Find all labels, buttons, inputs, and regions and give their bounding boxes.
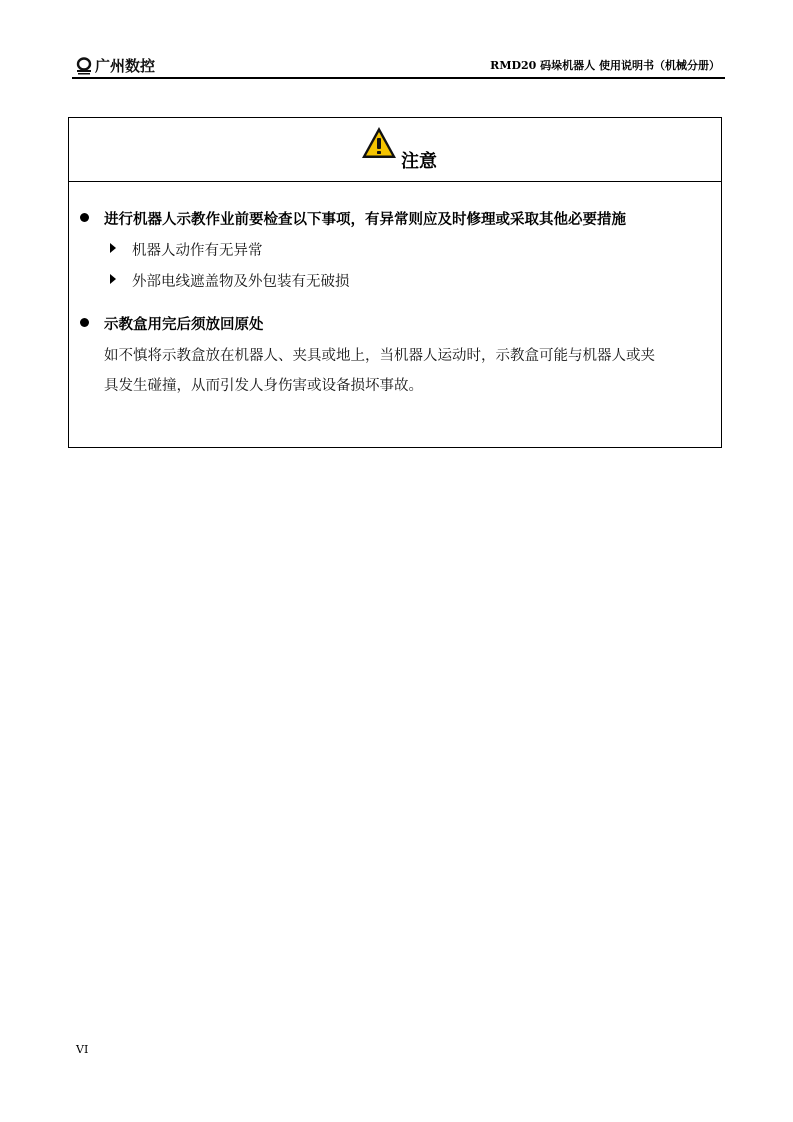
caution-item-heading: 进行机器人示教作业前要检查以下事项，有异常则应及时修理或采取其他必要措施	[104, 212, 626, 228]
caution-box	[68, 117, 722, 448]
logo-text: 广州数控	[95, 57, 156, 75]
caution-subitem-text: 机器人动作有无异常	[132, 243, 263, 259]
bullet-dot-icon	[80, 318, 89, 327]
caution-item-heading: 示教盒用完后须放回原处	[104, 317, 264, 333]
page-number: VI	[76, 1043, 89, 1056]
caution-item	[69, 310, 721, 334]
header-rule	[72, 77, 725, 79]
caution-subitem	[69, 237, 721, 259]
triangle-bullet-icon	[110, 243, 116, 253]
caution-paragraph-line: 如不慎将示教盒放在机器人、夹具或地上，当机器人运动时，示教盒可能与机器人或夹	[104, 348, 655, 364]
page-header	[72, 50, 724, 76]
caution-subitem	[69, 268, 721, 290]
caution-header	[69, 118, 721, 182]
caution-item	[69, 205, 721, 229]
document-title: RMD20 码垛机器人 使用说明书（机械分册）	[490, 59, 720, 72]
bullet-dot-icon	[80, 213, 89, 222]
caution-subitem-text: 外部电线遮盖物及外包装有无破损	[132, 274, 350, 290]
company-logo	[76, 55, 155, 76]
caution-title: 注意	[401, 151, 437, 172]
triangle-bullet-icon	[110, 274, 116, 284]
warning-triangle-icon	[361, 126, 397, 160]
gsk-logo-icon	[76, 57, 92, 75]
caution-paragraph-line: 具发生碰撞，从而引发人身伤害或设备损坏事故。	[104, 378, 423, 394]
